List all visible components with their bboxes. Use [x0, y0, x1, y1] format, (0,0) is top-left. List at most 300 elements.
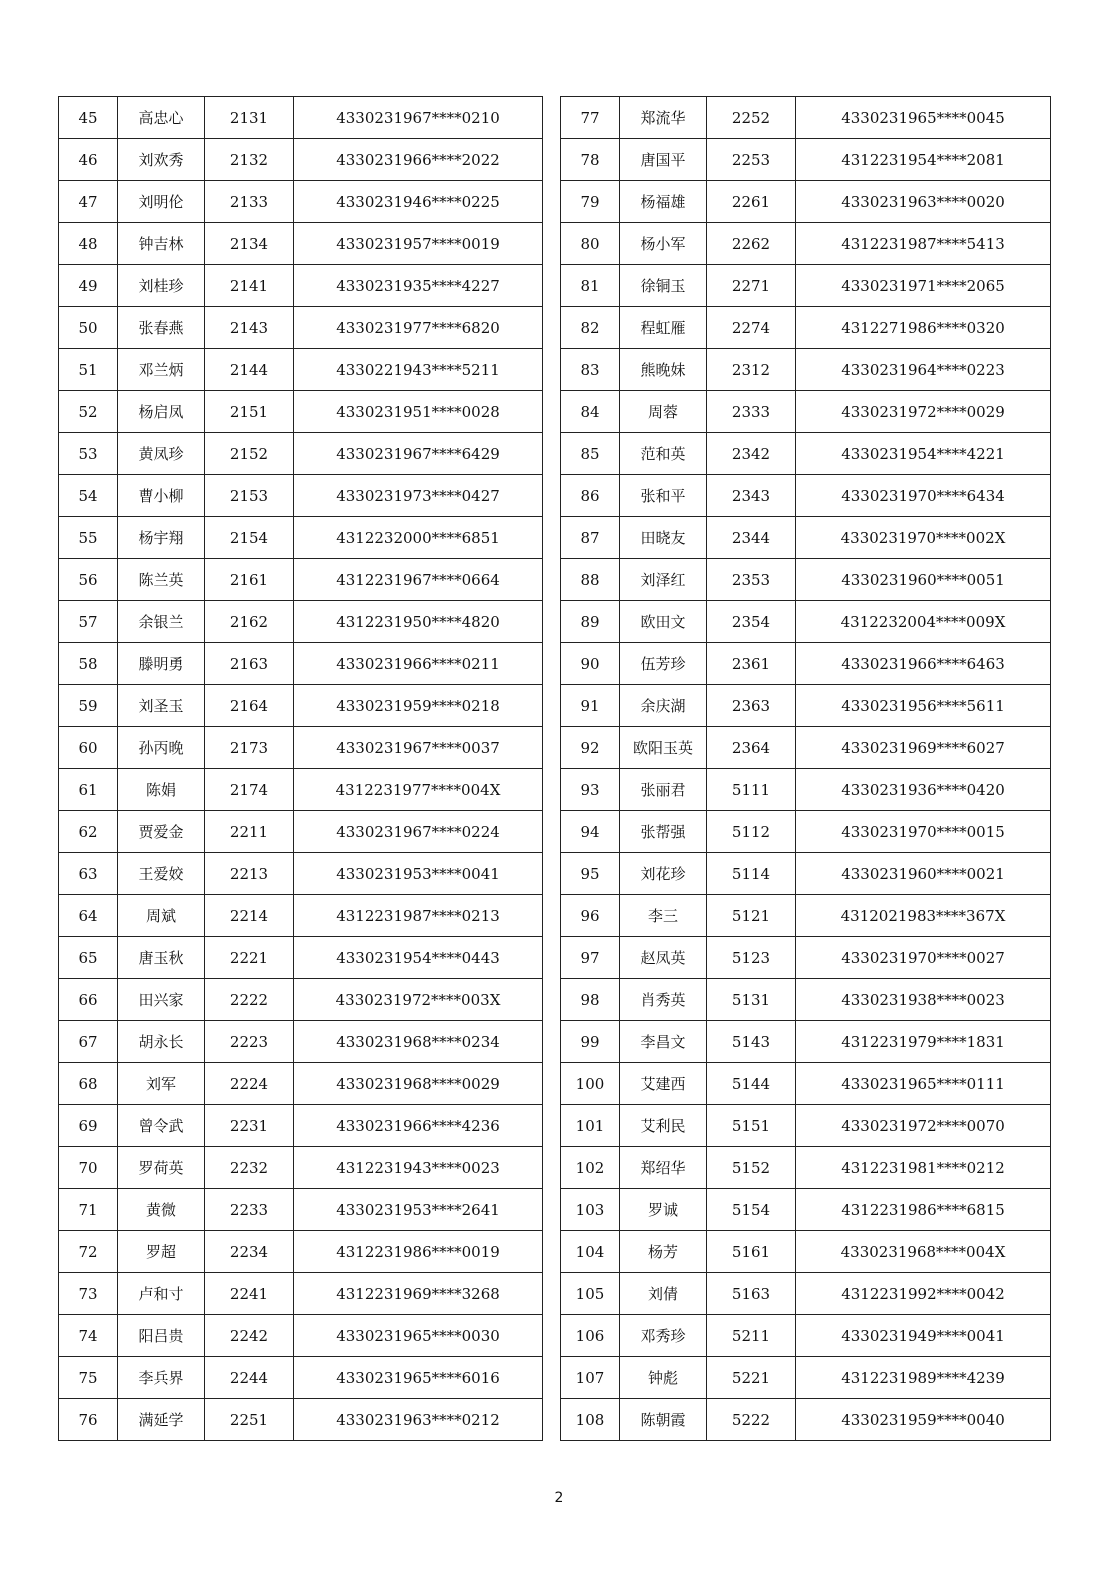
row-index-cell: 67: [59, 1021, 118, 1063]
row-index-cell: 65: [59, 937, 118, 979]
row-index-cell: 77: [561, 97, 620, 139]
name-cell: 周斌: [118, 895, 205, 937]
name-cell: 刘桂珍: [118, 265, 205, 307]
row-index-cell: 107: [561, 1357, 620, 1399]
row-index-cell: 62: [59, 811, 118, 853]
table-row: [59, 1231, 543, 1273]
name-cell: 刘欢秀: [118, 139, 205, 181]
name-cell: 周蓉: [620, 391, 707, 433]
id-number-cell: 4330231967****6429: [294, 433, 543, 475]
row-index-cell: 57: [59, 601, 118, 643]
row-index-cell: 95: [561, 853, 620, 895]
row-index-cell: 55: [59, 517, 118, 559]
row-index-cell: 108: [561, 1399, 620, 1441]
name-cell: 伍芳珍: [620, 643, 707, 685]
table-row: [561, 391, 1051, 433]
name-cell: 刘倩: [620, 1273, 707, 1315]
code-cell: 5154: [707, 1189, 796, 1231]
table-row: [59, 853, 543, 895]
table-row: [561, 1021, 1051, 1063]
code-cell: 2133: [205, 181, 294, 223]
code-cell: 2253: [707, 139, 796, 181]
id-number-cell: 4312231979****1831: [796, 1021, 1051, 1063]
id-number-cell: 4312021983****367X: [796, 895, 1051, 937]
table-row: [561, 1189, 1051, 1231]
table-row: [561, 1315, 1051, 1357]
table-row: [561, 433, 1051, 475]
table-row: [561, 517, 1051, 559]
id-number-cell: 4330231967****0037: [294, 727, 543, 769]
name-cell: 刘泽红: [620, 559, 707, 601]
id-number-cell: 4330231938****0023: [796, 979, 1051, 1021]
table-row: [59, 181, 543, 223]
code-cell: 2274: [707, 307, 796, 349]
code-cell: 2261: [707, 181, 796, 223]
table-row: [59, 559, 543, 601]
table-row: [561, 853, 1051, 895]
code-cell: 2262: [707, 223, 796, 265]
name-cell: 李兵界: [118, 1357, 205, 1399]
name-cell: 钟吉林: [118, 223, 205, 265]
name-cell: 肖秀英: [620, 979, 707, 1021]
page-number: 2: [554, 1490, 564, 1506]
table-row: [59, 433, 543, 475]
row-index-cell: 106: [561, 1315, 620, 1357]
id-number-cell: 4312231967****0664: [294, 559, 543, 601]
id-number-cell: 4312231943****0023: [294, 1147, 543, 1189]
id-number-cell: 4330231965****0111: [796, 1063, 1051, 1105]
name-cell: 张帮强: [620, 811, 707, 853]
name-cell: 邓秀珍: [620, 1315, 707, 1357]
name-cell: 杨福雄: [620, 181, 707, 223]
row-index-cell: 90: [561, 643, 620, 685]
id-number-cell: 4330231972****003X: [294, 979, 543, 1021]
row-index-cell: 73: [59, 1273, 118, 1315]
id-number-cell: 4312231986****0019: [294, 1231, 543, 1273]
table-row: [561, 559, 1051, 601]
row-index-cell: 89: [561, 601, 620, 643]
name-cell: 田晓友: [620, 517, 707, 559]
row-index-cell: 59: [59, 685, 118, 727]
name-cell: 曾令武: [118, 1105, 205, 1147]
table-row: [59, 895, 543, 937]
row-index-cell: 69: [59, 1105, 118, 1147]
table-row: [561, 1231, 1051, 1273]
id-number-cell: 4330231953****0041: [294, 853, 543, 895]
row-index-cell: 60: [59, 727, 118, 769]
id-number-cell: 4312271986****0320: [796, 307, 1051, 349]
id-number-cell: 4330231969****6027: [796, 727, 1051, 769]
id-number-cell: 4312232000****6851: [294, 517, 543, 559]
name-cell: 范和英: [620, 433, 707, 475]
id-number-cell: 4330231965****0030: [294, 1315, 543, 1357]
row-index-cell: 50: [59, 307, 118, 349]
id-number-cell: 4330231967****0210: [294, 97, 543, 139]
name-cell: 赵凤英: [620, 937, 707, 979]
code-cell: 2312: [707, 349, 796, 391]
id-number-cell: 4330231968****004X: [796, 1231, 1051, 1273]
id-number-cell: 4330231965****6016: [294, 1357, 543, 1399]
row-index-cell: 78: [561, 139, 620, 181]
code-cell: 2163: [205, 643, 294, 685]
row-index-cell: 88: [561, 559, 620, 601]
code-cell: 2143: [205, 307, 294, 349]
id-number-cell: 4330231957****0019: [294, 223, 543, 265]
table-row: [561, 307, 1051, 349]
id-number-cell: 4330231966****0211: [294, 643, 543, 685]
code-cell: 2251: [205, 1399, 294, 1441]
row-index-cell: 102: [561, 1147, 620, 1189]
id-number-cell: 4312231986****6815: [796, 1189, 1051, 1231]
name-cell: 胡永长: [118, 1021, 205, 1063]
id-number-cell: 4330231970****6434: [796, 475, 1051, 517]
name-cell: 刘明伦: [118, 181, 205, 223]
code-cell: 2151: [205, 391, 294, 433]
id-number-cell: 4312231987****0213: [294, 895, 543, 937]
name-cell: 孙丙晚: [118, 727, 205, 769]
table-row: [561, 1273, 1051, 1315]
name-cell: 程虹雁: [620, 307, 707, 349]
table-row: [561, 475, 1051, 517]
row-index-cell: 56: [59, 559, 118, 601]
table-row: [59, 727, 543, 769]
id-number-cell: 4330231973****0427: [294, 475, 543, 517]
table-row: [561, 97, 1051, 139]
name-cell: 艾建西: [620, 1063, 707, 1105]
id-number-cell: 4330231954****0443: [294, 937, 543, 979]
name-cell: 杨芳: [620, 1231, 707, 1273]
code-cell: 2234: [205, 1231, 294, 1273]
code-cell: 2131: [205, 97, 294, 139]
code-cell: 2333: [707, 391, 796, 433]
row-index-cell: 99: [561, 1021, 620, 1063]
table-row: [561, 1357, 1051, 1399]
table-row: [59, 1357, 543, 1399]
row-index-cell: 46: [59, 139, 118, 181]
row-index-cell: 72: [59, 1231, 118, 1273]
id-number-cell: 4330231954****4221: [796, 433, 1051, 475]
code-cell: 2231: [205, 1105, 294, 1147]
code-cell: 5114: [707, 853, 796, 895]
code-cell: 5144: [707, 1063, 796, 1105]
id-number-cell: 4312231992****0042: [796, 1273, 1051, 1315]
id-number-cell: 4330231949****0041: [796, 1315, 1051, 1357]
table-row: [561, 643, 1051, 685]
id-number-cell: 4330231964****0223: [796, 349, 1051, 391]
row-index-cell: 91: [561, 685, 620, 727]
id-number-cell: 4330231971****2065: [796, 265, 1051, 307]
table-row: [59, 265, 543, 307]
code-cell: 2174: [205, 769, 294, 811]
name-cell: 田兴家: [118, 979, 205, 1021]
code-cell: 5143: [707, 1021, 796, 1063]
name-cell: 张春燕: [118, 307, 205, 349]
row-index-cell: 47: [59, 181, 118, 223]
roster-table-right: [560, 96, 1051, 1441]
code-cell: 2353: [707, 559, 796, 601]
name-cell: 钟彪: [620, 1357, 707, 1399]
name-cell: 曹小柳: [118, 475, 205, 517]
code-cell: 2221: [205, 937, 294, 979]
code-cell: 2153: [205, 475, 294, 517]
table-row: [59, 937, 543, 979]
code-cell: 2271: [707, 265, 796, 307]
row-index-cell: 96: [561, 895, 620, 937]
name-cell: 余银兰: [118, 601, 205, 643]
name-cell: 熊晚妹: [620, 349, 707, 391]
table-row: [561, 727, 1051, 769]
name-cell: 杨宇翔: [118, 517, 205, 559]
name-cell: 陈兰英: [118, 559, 205, 601]
row-index-cell: 86: [561, 475, 620, 517]
name-cell: 高忠心: [118, 97, 205, 139]
id-number-cell: 4312231981****0212: [796, 1147, 1051, 1189]
row-index-cell: 58: [59, 643, 118, 685]
name-cell: 杨启凤: [118, 391, 205, 433]
id-number-cell: 4312231954****2081: [796, 139, 1051, 181]
table-row: [561, 685, 1051, 727]
code-cell: 2363: [707, 685, 796, 727]
table-row: [561, 937, 1051, 979]
id-number-cell: 4330231970****0015: [796, 811, 1051, 853]
row-index-cell: 70: [59, 1147, 118, 1189]
name-cell: 艾利民: [620, 1105, 707, 1147]
row-index-cell: 64: [59, 895, 118, 937]
code-cell: 2162: [205, 601, 294, 643]
table-row: [59, 601, 543, 643]
code-cell: 2154: [205, 517, 294, 559]
code-cell: 5222: [707, 1399, 796, 1441]
id-number-cell: 4312231989****4239: [796, 1357, 1051, 1399]
id-number-cell: 4312231969****3268: [294, 1273, 543, 1315]
table-row: [59, 1399, 543, 1441]
table-row: [561, 1399, 1051, 1441]
row-index-cell: 85: [561, 433, 620, 475]
table-row: [561, 1063, 1051, 1105]
id-number-cell: 4330231970****0027: [796, 937, 1051, 979]
id-number-cell: 4330231960****0051: [796, 559, 1051, 601]
id-number-cell: 4330231968****0234: [294, 1021, 543, 1063]
row-index-cell: 49: [59, 265, 118, 307]
table-row: [59, 979, 543, 1021]
code-cell: 2213: [205, 853, 294, 895]
table-row: [561, 1147, 1051, 1189]
code-cell: 5123: [707, 937, 796, 979]
name-cell: 邓兰炳: [118, 349, 205, 391]
table-row: [59, 349, 543, 391]
id-number-cell: 4330231968****0029: [294, 1063, 543, 1105]
code-cell: 5163: [707, 1273, 796, 1315]
name-cell: 黄微: [118, 1189, 205, 1231]
id-number-cell: 4330231946****0225: [294, 181, 543, 223]
row-index-cell: 98: [561, 979, 620, 1021]
table-row: [59, 307, 543, 349]
code-cell: 2342: [707, 433, 796, 475]
code-cell: 2214: [205, 895, 294, 937]
name-cell: 罗超: [118, 1231, 205, 1273]
row-index-cell: 103: [561, 1189, 620, 1231]
code-cell: 2152: [205, 433, 294, 475]
table-row: [59, 769, 543, 811]
name-cell: 刘军: [118, 1063, 205, 1105]
row-index-cell: 79: [561, 181, 620, 223]
code-cell: 5161: [707, 1231, 796, 1273]
table-row: [561, 1105, 1051, 1147]
table-row: [59, 139, 543, 181]
name-cell: 陈娟: [118, 769, 205, 811]
row-index-cell: 100: [561, 1063, 620, 1105]
name-cell: 满延学: [118, 1399, 205, 1441]
table-row: [561, 265, 1051, 307]
id-number-cell: 4330231972****0029: [796, 391, 1051, 433]
row-index-cell: 80: [561, 223, 620, 265]
row-index-cell: 53: [59, 433, 118, 475]
code-cell: 5111: [707, 769, 796, 811]
code-cell: 2242: [205, 1315, 294, 1357]
row-index-cell: 76: [59, 1399, 118, 1441]
table-row: [59, 685, 543, 727]
row-index-cell: 81: [561, 265, 620, 307]
code-cell: 2223: [205, 1021, 294, 1063]
id-number-cell: 4330231965****0045: [796, 97, 1051, 139]
name-cell: 刘花珍: [620, 853, 707, 895]
code-cell: 2211: [205, 811, 294, 853]
code-cell: 2222: [205, 979, 294, 1021]
id-number-cell: 4330231963****0020: [796, 181, 1051, 223]
name-cell: 卢和寸: [118, 1273, 205, 1315]
code-cell: 2244: [205, 1357, 294, 1399]
roster-table-left: [58, 96, 543, 1441]
id-number-cell: 4330231966****2022: [294, 139, 543, 181]
id-number-cell: 4330231966****6463: [796, 643, 1051, 685]
row-index-cell: 92: [561, 727, 620, 769]
code-cell: 2343: [707, 475, 796, 517]
table-row: [561, 769, 1051, 811]
name-cell: 张丽君: [620, 769, 707, 811]
name-cell: 欧田文: [620, 601, 707, 643]
table-row: [59, 811, 543, 853]
table-row: [59, 97, 543, 139]
code-cell: 2161: [205, 559, 294, 601]
id-number-cell: 4312231950****4820: [294, 601, 543, 643]
row-index-cell: 82: [561, 307, 620, 349]
id-number-cell: 4330231935****4227: [294, 265, 543, 307]
code-cell: 2233: [205, 1189, 294, 1231]
row-index-cell: 75: [59, 1357, 118, 1399]
id-number-cell: 4330231956****5611: [796, 685, 1051, 727]
row-index-cell: 94: [561, 811, 620, 853]
code-cell: 2361: [707, 643, 796, 685]
code-cell: 2241: [205, 1273, 294, 1315]
name-cell: 陈朝霞: [620, 1399, 707, 1441]
row-index-cell: 48: [59, 223, 118, 265]
name-cell: 贾爱金: [118, 811, 205, 853]
code-cell: 2354: [707, 601, 796, 643]
name-cell: 郑绍华: [620, 1147, 707, 1189]
table-row: [561, 349, 1051, 391]
id-number-cell: 4330231972****0070: [796, 1105, 1051, 1147]
table-row: [59, 1189, 543, 1231]
code-cell: 2173: [205, 727, 294, 769]
code-cell: 5152: [707, 1147, 796, 1189]
code-cell: 5131: [707, 979, 796, 1021]
name-cell: 黄凤珍: [118, 433, 205, 475]
id-number-cell: 4330231970****002X: [796, 517, 1051, 559]
name-cell: 唐玉秋: [118, 937, 205, 979]
code-cell: 2164: [205, 685, 294, 727]
row-index-cell: 66: [59, 979, 118, 1021]
table-row: [561, 223, 1051, 265]
id-number-cell: 4330231959****0218: [294, 685, 543, 727]
row-index-cell: 54: [59, 475, 118, 517]
name-cell: 欧阳玉英: [620, 727, 707, 769]
table-row: [561, 979, 1051, 1021]
table-row: [59, 1147, 543, 1189]
name-cell: 唐国平: [620, 139, 707, 181]
id-number-cell: 4330231967****0224: [294, 811, 543, 853]
id-number-cell: 4330231960****0021: [796, 853, 1051, 895]
name-cell: 李昌文: [620, 1021, 707, 1063]
row-index-cell: 104: [561, 1231, 620, 1273]
table-row: [59, 517, 543, 559]
id-number-cell: 4312231977****004X: [294, 769, 543, 811]
table-row: [561, 895, 1051, 937]
name-cell: 余庆湖: [620, 685, 707, 727]
code-cell: 5211: [707, 1315, 796, 1357]
id-number-cell: 4330231951****0028: [294, 391, 543, 433]
code-cell: 2252: [707, 97, 796, 139]
id-number-cell: 4330231966****4236: [294, 1105, 543, 1147]
name-cell: 杨小军: [620, 223, 707, 265]
id-number-cell: 4330231963****0212: [294, 1399, 543, 1441]
name-cell: 滕明勇: [118, 643, 205, 685]
id-number-cell: 4330221943****5211: [294, 349, 543, 391]
row-index-cell: 52: [59, 391, 118, 433]
table-row: [59, 475, 543, 517]
name-cell: 罗诚: [620, 1189, 707, 1231]
name-cell: 王爱姣: [118, 853, 205, 895]
row-index-cell: 61: [59, 769, 118, 811]
code-cell: 2132: [205, 139, 294, 181]
row-index-cell: 97: [561, 937, 620, 979]
row-index-cell: 71: [59, 1189, 118, 1231]
table-row: [561, 601, 1051, 643]
row-index-cell: 101: [561, 1105, 620, 1147]
name-cell: 郑流华: [620, 97, 707, 139]
row-index-cell: 74: [59, 1315, 118, 1357]
table-row: [59, 391, 543, 433]
row-index-cell: 68: [59, 1063, 118, 1105]
code-cell: 5221: [707, 1357, 796, 1399]
id-number-cell: 4330231959****0040: [796, 1399, 1051, 1441]
code-cell: 2224: [205, 1063, 294, 1105]
id-number-cell: 4312232004****009X: [796, 601, 1051, 643]
name-cell: 李三: [620, 895, 707, 937]
row-index-cell: 105: [561, 1273, 620, 1315]
name-cell: 阳吕贵: [118, 1315, 205, 1357]
table-row: [561, 811, 1051, 853]
table-row: [59, 643, 543, 685]
table-row: [59, 1315, 543, 1357]
id-number-cell: 4312231987****5413: [796, 223, 1051, 265]
id-number-cell: 4330231977****6820: [294, 307, 543, 349]
row-index-cell: 51: [59, 349, 118, 391]
row-index-cell: 87: [561, 517, 620, 559]
table-row: [59, 223, 543, 265]
table-row: [59, 1273, 543, 1315]
name-cell: 徐铜玉: [620, 265, 707, 307]
name-cell: 罗荷英: [118, 1147, 205, 1189]
